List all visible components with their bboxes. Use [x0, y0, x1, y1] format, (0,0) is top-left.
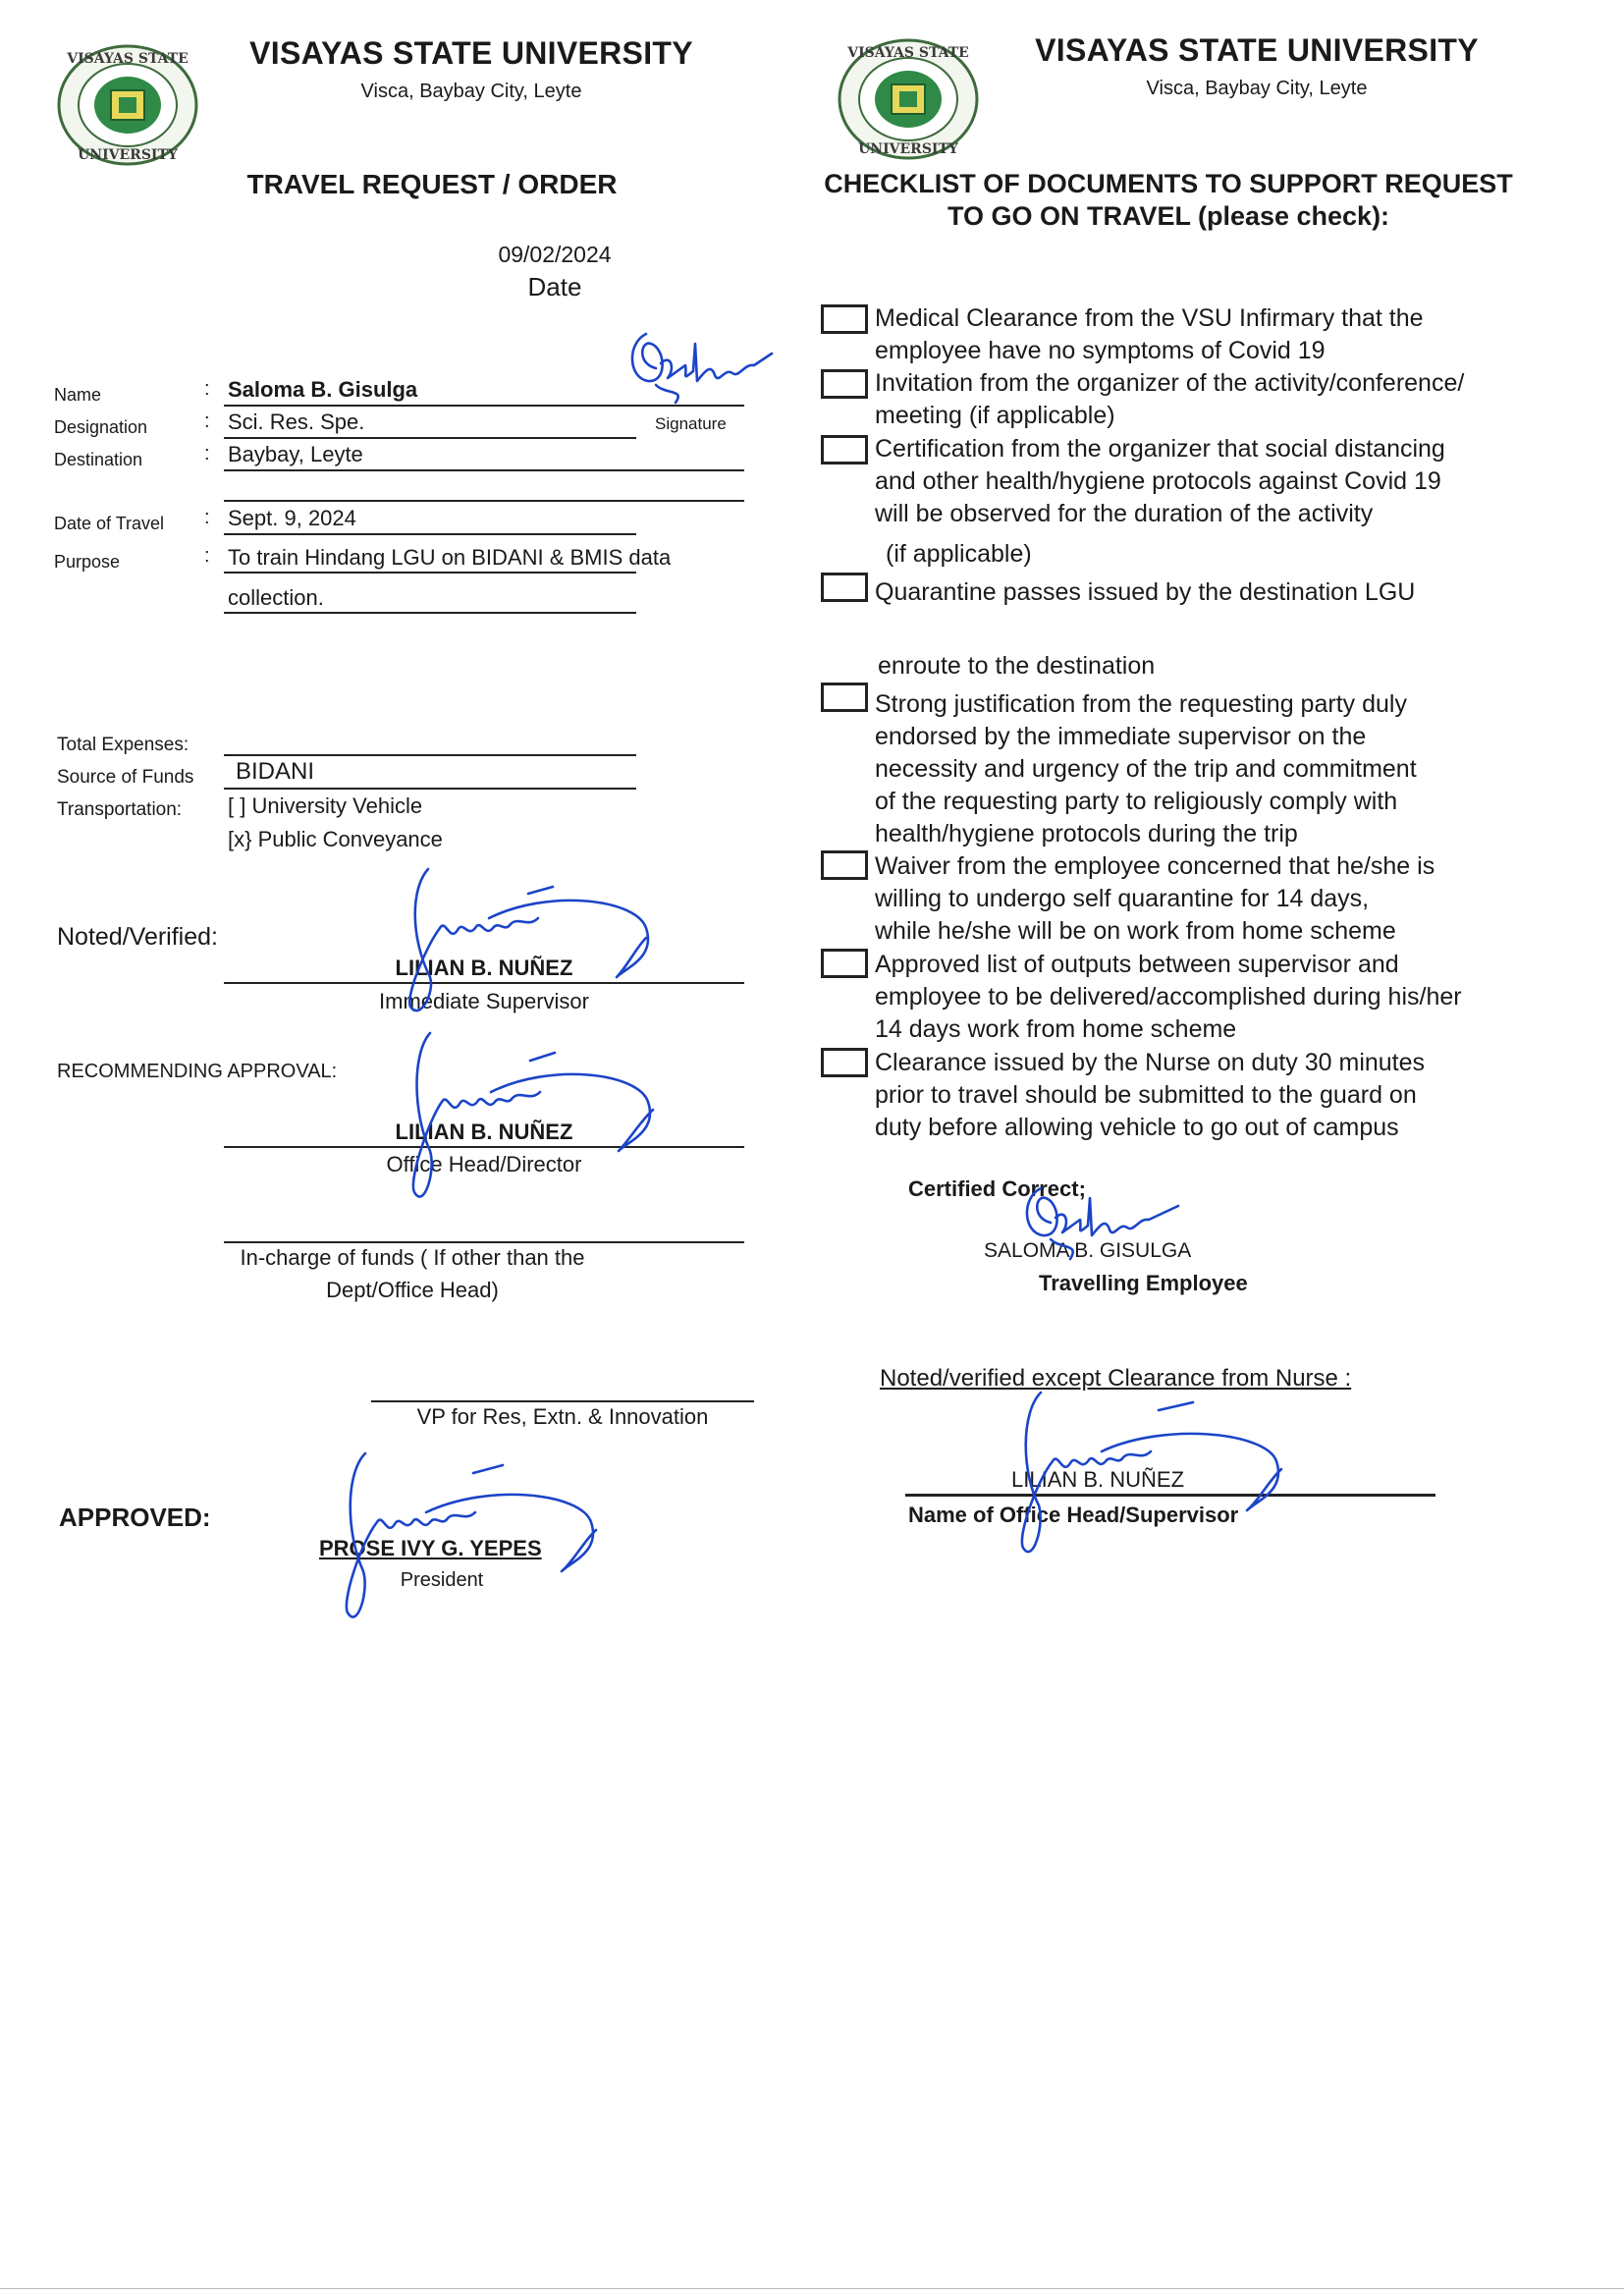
- president-signature: [316, 1444, 621, 1635]
- incharge-line1: In-charge of funds ( If other than the: [240, 1245, 585, 1270]
- purpose-line-1: [224, 572, 636, 574]
- destination-colon: :: [204, 443, 210, 465]
- checklist-item-6: [875, 850, 1513, 948]
- checklist-title-line2: TO GO ON TRAVEL (please check):: [947, 201, 1390, 231]
- checklist-item-7-line3: 14 days work from home scheme: [875, 1015, 1237, 1043]
- travelling-employee-name: SALOMA B. GISULGA: [984, 1239, 1192, 1262]
- office-head-name: LILIAN B. NUÑEZ: [1011, 1467, 1185, 1492]
- checklist-item-6-line2: willing to undergo self quarantine for 14 days,: [875, 885, 1370, 912]
- destination-line-2: [224, 500, 744, 502]
- university-seal-left: [54, 41, 201, 169]
- noted-except-nurse: Noted/verified except Clearance from Nurse :: [880, 1365, 1352, 1392]
- checklist-item-3-line3: will be observed for the duration of the activity: [875, 500, 1374, 527]
- checklist-item-5: [875, 688, 1513, 850]
- checklist-item-5-line5: health/hygiene protocols during the trip: [875, 820, 1298, 847]
- incharge-line: [224, 1241, 744, 1243]
- date-of-travel-colon: :: [204, 507, 210, 528]
- checklist-item-5-line3: necessity and urgency of the trip and commitment: [875, 755, 1417, 783]
- checklist-item-5-line2: endorsed by the immediate supervisor on the: [875, 723, 1367, 750]
- checkbox-medical-clearance[interactable]: [821, 304, 868, 334]
- designation-line: [224, 437, 636, 439]
- destination-value: Baybay, Leyte: [228, 442, 363, 466]
- checklist-item-2-line1: Invitation from the organizer of the activity/conference/: [875, 369, 1465, 397]
- checklist-item-3-line1: Certification from the organizer that social distancing: [875, 435, 1445, 463]
- date-of-travel-label: Date of Travel: [54, 514, 165, 533]
- page-bottom-edge: [0, 2288, 1624, 2289]
- checklist-item-4: [875, 576, 1513, 609]
- date-of-travel-value: Sept. 9, 2024: [228, 506, 356, 530]
- university-address-left: Visca, Baybay City, Leyte: [360, 81, 582, 102]
- travel-request-title: TRAVEL REQUEST / ORDER: [246, 169, 618, 199]
- enroute-note: enroute to the destination: [878, 652, 1156, 680]
- seal-text-top: VISAYAS STATE: [67, 51, 189, 67]
- checklist-item-8-line1: Clearance issued by the Nurse on duty 30 minutes: [875, 1049, 1426, 1076]
- checkbox-waiver[interactable]: [821, 850, 868, 880]
- signature-label: Signature: [655, 414, 727, 433]
- president-name: PROSE IVY G. YEPES: [319, 1536, 542, 1560]
- purpose-line-2: [224, 612, 636, 614]
- checklist-item-3: [875, 433, 1513, 530]
- checklist-item-7-line1: Approved list of outputs between supervisor and: [875, 951, 1399, 978]
- checklist-item-1: [875, 302, 1513, 367]
- university-name-left: VISAYAS STATE UNIVERSITY: [249, 35, 693, 71]
- checkbox-strong-justification[interactable]: [821, 683, 868, 712]
- checklist-item-6-line3: while he/she will be on work from home scheme: [875, 917, 1396, 945]
- seal-text-bottom: UNIVERSITY: [78, 147, 178, 163]
- seal-text-bottom: UNIVERSITY: [858, 141, 958, 157]
- checklist-item-8-line2: prior to travel should be submitted to the guard on: [875, 1081, 1417, 1109]
- checklist-item-3-line2: and other health/hygiene protocols against Covid 19: [875, 467, 1441, 495]
- date-label: Date: [527, 272, 582, 301]
- employee-signature-top: [617, 324, 784, 427]
- checklist-item-5-line1: Strong justification from the requesting party duly: [875, 690, 1407, 718]
- destination-label: Destination: [54, 450, 143, 469]
- checklist-item-6-line1: Waiver from the employee concerned that he/she is: [875, 852, 1435, 880]
- name-value: Saloma B. Gisulga: [228, 377, 418, 402]
- source-of-funds-value: BIDANI: [236, 758, 315, 785]
- university-seal-right: [835, 35, 982, 163]
- total-expenses-label: Total Expenses:: [57, 735, 189, 755]
- source-of-funds-line: [224, 788, 636, 790]
- noted-verified-label: Noted/Verified:: [57, 923, 218, 951]
- recommending-signature: [383, 1023, 677, 1220]
- office-head-role: Name of Office Head/Supervisor: [908, 1503, 1239, 1527]
- transport-public-conveyance: [x} Public Conveyance: [228, 827, 443, 851]
- recommending-name: LILIAN B. NUÑEZ: [395, 1120, 573, 1144]
- university-name-right: VISAYAS STATE UNIVERSITY: [1035, 32, 1479, 68]
- university-address-right: Visca, Baybay City, Leyte: [1146, 78, 1368, 99]
- checkbox-certification[interactable]: [821, 435, 868, 465]
- if-applicable-note: (if applicable): [886, 540, 1032, 568]
- office-head-signature: [992, 1383, 1316, 1569]
- checklist-item-7: [875, 949, 1543, 1046]
- checkbox-quarantine-passes[interactable]: [821, 573, 868, 602]
- designation-colon: :: [204, 410, 210, 432]
- employee-signature-bottom: [1011, 1178, 1198, 1272]
- checklist-item-7-line2: employee to be delivered/accomplished during his/her: [875, 983, 1462, 1011]
- total-expenses-line: [224, 754, 636, 756]
- checklist-item-8-line3: duty before allowing vehicle to go out of campus: [875, 1114, 1399, 1141]
- noted-name: LILIAN B. NUÑEZ: [395, 956, 573, 980]
- date-value: 09/02/2024: [498, 242, 612, 267]
- checklist-item-1-line2: employee have no symptoms of Covid 19: [875, 337, 1326, 364]
- approved-label: APPROVED:: [59, 1503, 211, 1532]
- purpose-value-line2: collection.: [228, 585, 324, 610]
- transportation-label: Transportation:: [57, 799, 183, 820]
- president-role: President: [400, 1569, 484, 1591]
- seal-text-top: VISAYAS STATE: [847, 45, 969, 61]
- vp-role: VP for Res, Extn. & Innovation: [416, 1404, 709, 1429]
- checklist-item-8: [875, 1047, 1513, 1144]
- checklist-item-5-line4: of the requesting party to religiously comply with: [875, 788, 1398, 815]
- destination-line: [224, 469, 744, 471]
- checklist-item-4-line1: Quarantine passes issued by the destination LGU: [875, 578, 1416, 606]
- name-colon: :: [204, 378, 210, 400]
- travelling-employee-role: Travelling Employee: [1039, 1271, 1248, 1295]
- checklist-item-2: [875, 367, 1513, 432]
- checkbox-nurse-clearance[interactable]: [821, 1048, 868, 1077]
- recommending-approval-label: RECOMMENDING APPROVAL:: [57, 1061, 338, 1082]
- certified-correct-label: Certified Correct;: [908, 1176, 1086, 1201]
- recommending-role: Office Head/Director: [386, 1152, 582, 1176]
- source-of-funds-label: Source of Funds: [57, 767, 194, 788]
- purpose-value-line1: To train Hindang LGU on BIDANI & BMIS data: [228, 545, 672, 570]
- noted-signature: [381, 859, 676, 1031]
- checkbox-invitation[interactable]: [821, 369, 868, 399]
- checklist-title-line1: CHECKLIST OF DOCUMENTS TO SUPPORT REQUEST: [824, 169, 1513, 198]
- date-of-travel-line: [224, 533, 636, 535]
- checklist-item-2-line2: meeting (if applicable): [875, 402, 1115, 429]
- noted-role: Immediate Supervisor: [379, 989, 589, 1013]
- name-label: Name: [54, 385, 102, 405]
- designation-label: Designation: [54, 417, 148, 437]
- purpose-colon: :: [204, 545, 210, 567]
- checklist-item-1-line1: Medical Clearance from the VSU Infirmary that the: [875, 304, 1424, 332]
- incharge-line2: Dept/Office Head): [326, 1278, 499, 1302]
- vp-line: [371, 1400, 754, 1402]
- designation-value: Sci. Res. Spe.: [228, 410, 365, 434]
- transport-university-vehicle: [ ] University Vehicle: [228, 793, 423, 818]
- checkbox-approved-outputs[interactable]: [821, 949, 868, 978]
- purpose-label: Purpose: [54, 552, 121, 572]
